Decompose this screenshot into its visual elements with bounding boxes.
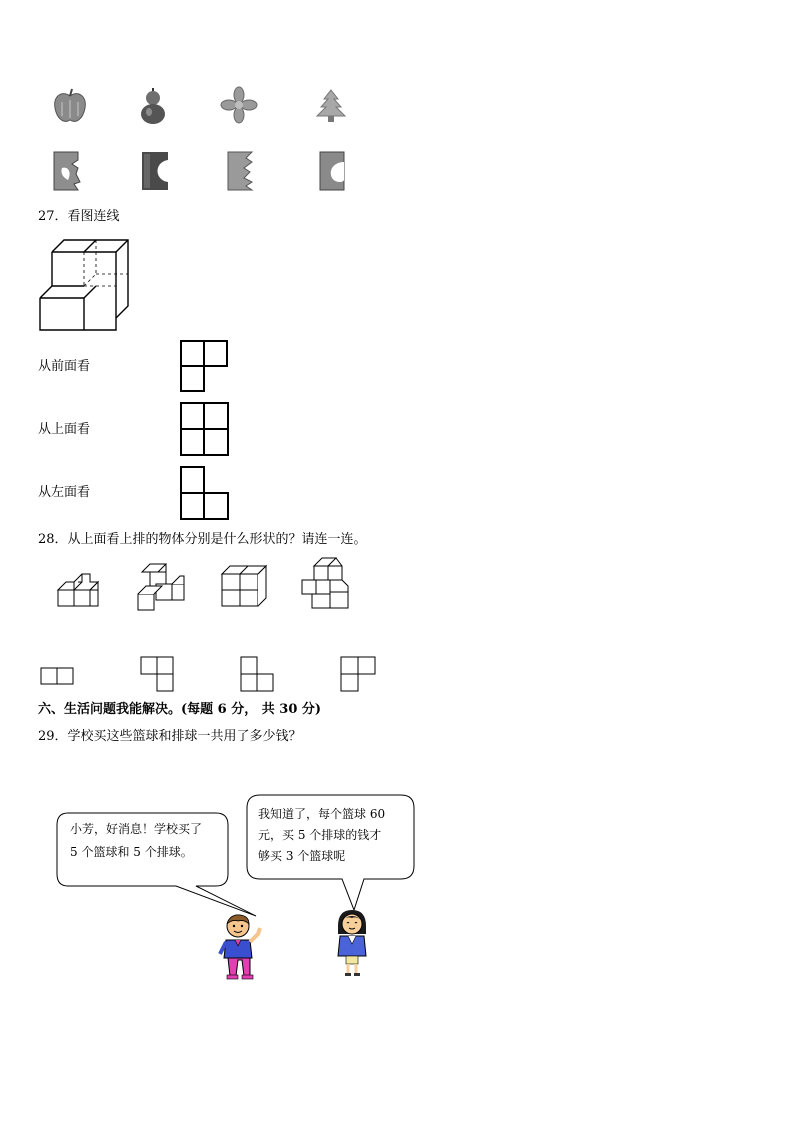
cube-stack-figure xyxy=(38,236,130,332)
semicircle-cutout-icon xyxy=(140,150,170,192)
jagged-cutout-icon xyxy=(226,150,256,192)
speech-bubble-right-line-3: 够买 3 个篮球呢 xyxy=(258,849,346,863)
gourd-icon xyxy=(138,86,168,126)
label-view-top: 从上面看 xyxy=(38,422,91,437)
flower-icon xyxy=(220,86,258,124)
section-6-heading: 六、生活问题我能解决。(每题 6 分， 共 30 分) xyxy=(38,702,322,717)
boy-character-illustration xyxy=(216,912,264,982)
block-figure-4 xyxy=(300,556,354,610)
block-figure-3 xyxy=(220,564,268,610)
top-view-option-4 xyxy=(340,656,378,694)
question-27-title: 27．看图连线 xyxy=(38,209,120,224)
top-view-option-3 xyxy=(240,656,276,694)
speech-bubble-left-line-2: 5 个篮球和 5 个排球。 xyxy=(70,845,193,859)
top-view-option-1 xyxy=(40,667,76,687)
label-view-front: 从前面看 xyxy=(38,359,91,374)
block-figure-1 xyxy=(56,572,106,610)
speech-bubble-right-line-1: 我知道了，每个篮球 60 xyxy=(258,807,386,821)
question-28-title: 28．从上面看上排的物体分别是什么形状的？请连一连。 xyxy=(38,532,367,547)
label-view-left: 从左面看 xyxy=(38,485,91,500)
speech-bubble-left-line-1: 小芳，好消息！学校买了 xyxy=(70,822,203,836)
round-cutout-icon xyxy=(318,150,348,192)
girl-character-illustration xyxy=(330,908,374,978)
view-front-shape xyxy=(180,340,230,392)
speech-bubble-right-line-2: 元，买 5 个排球的钱才 xyxy=(258,828,382,842)
question-29-title: 29．学校买这些篮球和排球一共用了多少钱？ xyxy=(38,729,302,744)
view-top-shape xyxy=(180,402,230,456)
block-figure-2 xyxy=(136,562,188,612)
leaf-cutout-icon xyxy=(52,150,82,192)
tree-icon xyxy=(314,88,348,124)
top-view-option-2 xyxy=(140,656,176,694)
view-left-shape xyxy=(180,466,230,520)
apple-icon xyxy=(50,86,90,126)
